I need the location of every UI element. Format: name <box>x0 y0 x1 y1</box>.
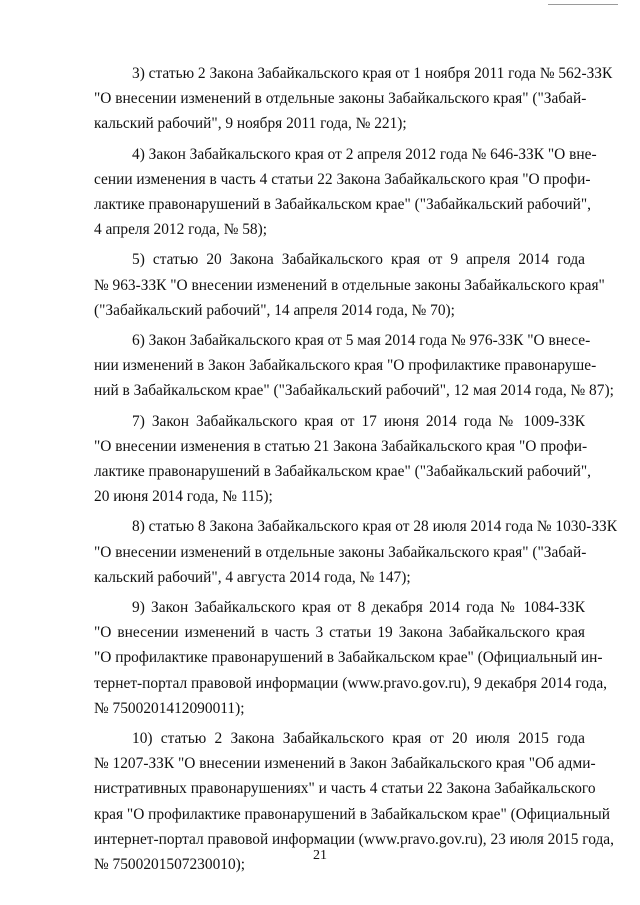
list-item-6 <box>94 328 614 404</box>
text-line: № 963-ЗЗК "О внесении изменений в отдельные законы Забайкальского края" <box>94 276 605 294</box>
text-line: "О внесении изменения в статью 21 Закона Забайкальского края "О профи- <box>94 437 588 455</box>
text-line: № 7500201507230010); <box>94 856 246 874</box>
list-item-4 <box>94 142 597 243</box>
document-body <box>94 61 618 882</box>
text-line: кальский рабочий", 4 августа 2014 года, № 147); <box>94 568 411 586</box>
top-edge-rule <box>548 4 618 5</box>
text-line: 3) статью 2 Закона Забайкальского края от 1 ноября 2011 года № 562-ЗЗК <box>132 65 613 82</box>
text-line: 7) Закон Забайкальского края от 17 июня 2014 года № 1009-ЗЗК <box>132 412 585 430</box>
text-line: "О внесении изменений в отдельные законы Забайкальского края" ("Забай- <box>94 90 587 108</box>
text-line: тернет-портал правовой информации (www.pravo.gov.ru), 9 декабря 2014 года, <box>94 674 608 692</box>
text-line: ний в Забайкальском крае" ("Забайкальский рабочий", 12 мая 2014 года, № 87); <box>94 382 614 400</box>
text-line: кальский рабочий", 9 ноября 2011 года, № 221); <box>94 115 407 133</box>
text-line: "О профилактике правонарушений в Забайкальском крае" (Официальный ин- <box>94 649 603 667</box>
text-line: края "О профилактике правонарушений в Забайкальском крае" (Официальный <box>94 805 610 823</box>
list-item-3 <box>94 61 613 137</box>
text-line: 9) Закон Забайкальского края от 8 декабря 2014 года № 1084-ЗЗК <box>132 599 585 617</box>
text-line: нистративных правонарушениях" и часть 4 статьи 22 Закона Забайкальского <box>94 780 596 798</box>
text-line: лактике правонарушений в Забайкальском крае" ("Забайкальский рабочий", <box>94 463 591 481</box>
text-line: 5) статью 20 Закона Забайкальского края от 9 апреля 2014 года <box>132 251 585 269</box>
text-line: нии изменений в Закон Забайкальского края "О профилактике правонаруше- <box>94 357 597 375</box>
text-line: 10) статью 2 Закона Забайкальского края от 20 июля 2015 года <box>132 730 585 748</box>
text-line: лактике правонарушений в Забайкальском крае" ("Забайкальский рабочий", <box>94 196 591 214</box>
text-line: № 7500201412090011); <box>94 699 245 717</box>
text-line: 8) статью 8 Закона Забайкальского края от 28 июля 2014 года № 1030-ЗЗК <box>132 518 618 536</box>
text-line: "О внесении изменений в отдельные законы Забайкальского края" ("Забай- <box>94 543 587 561</box>
text-line: 20 июня 2014 года, № 115); <box>94 488 273 506</box>
text-line: 6) Закон Забайкальского края от 5 мая 2014 года № 976-ЗЗК "О внесе- <box>132 332 591 350</box>
text-line: "О внесении изменений в часть 3 статьи 19 Закона Забайкальского края <box>94 624 585 642</box>
text-line: интернет-портал правовой информации (www.pravo.gov.ru), 23 июля 2015 года, <box>94 830 614 848</box>
list-item-9 <box>94 595 608 721</box>
text-line: 4 апреля 2012 года, № 58); <box>94 221 268 239</box>
text-line: № 1207-ЗЗК "О внесении изменений в Закон Забайкальского края "Об адми- <box>94 755 596 773</box>
text-line: сении изменения в часть 4 статьи 22 Закона Забайкальского края "О профи- <box>94 170 591 188</box>
text-line: ("Забайкальский рабочий", 14 апреля 2014 года, № 70); <box>94 301 455 319</box>
list-item-5 <box>94 247 605 323</box>
text-line: 4) Закон Забайкальского края от 2 апреля 2012 года № 646-ЗЗК "О вне- <box>132 145 597 163</box>
list-item-7 <box>94 409 591 510</box>
page-number: 21 <box>313 848 327 863</box>
list-item-8 <box>94 514 618 590</box>
